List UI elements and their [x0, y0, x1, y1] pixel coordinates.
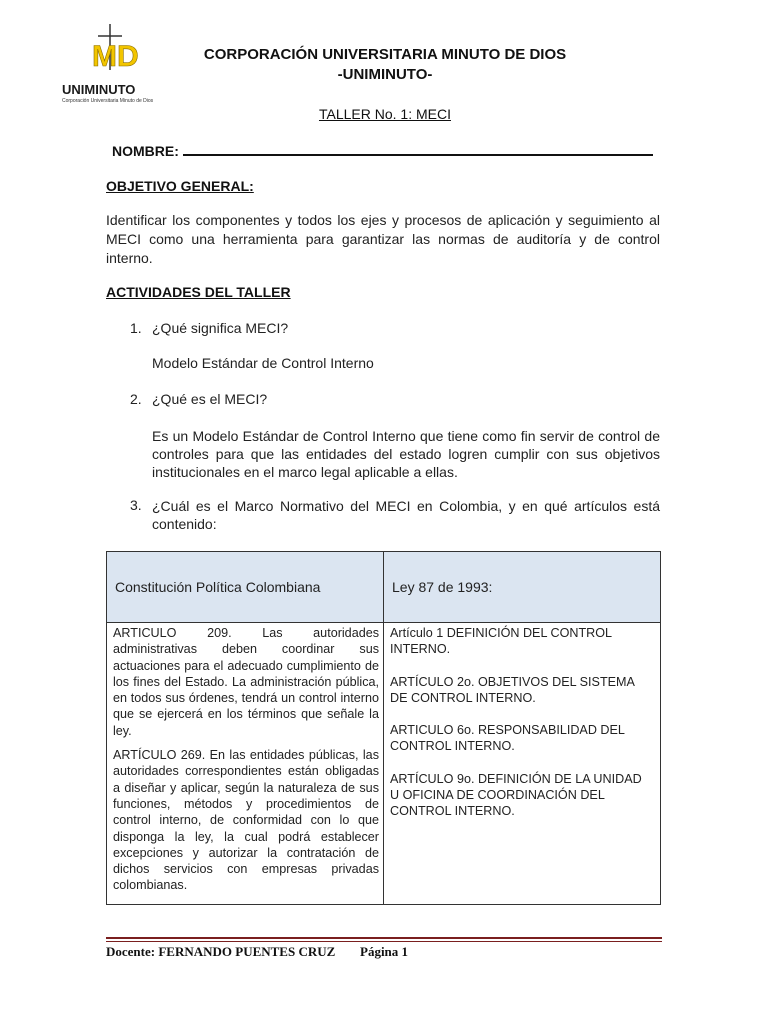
question-1: ¿Qué significa MECI?	[152, 320, 289, 336]
law-article-2: ARTÍCULO 2o. OBJETIVOS DEL SISTEMA DE CONTROL INTERNO.	[390, 674, 635, 705]
answer-1: Modelo Estándar de Control Interno	[152, 355, 374, 371]
header-constitution: Constitución Política Colombiana	[107, 552, 384, 623]
footer-page-number: Página 1	[360, 944, 409, 959]
uniminuto-logo	[58, 22, 160, 106]
name-label: NOMBRE:	[112, 143, 179, 159]
law-article-6: ARTICULO 6o. RESPONSABILIDAD DEL CONTROL INTERNO.	[390, 723, 625, 754]
legal-framework-table	[106, 551, 661, 905]
name-blank-line[interactable]	[183, 142, 653, 156]
table-header-row	[107, 552, 661, 623]
header-law-87: Ley 87 de 1993:	[384, 552, 661, 623]
law-articles-cell	[384, 623, 661, 905]
name-field	[112, 142, 653, 159]
institution-subtitle: -UNIMINUTO-	[337, 66, 433, 83]
svg-text:MD: MD	[92, 40, 139, 73]
answer-2: Es un Modelo Estándar de Control Interno que tiene como fin servir de control de controles para que las entidades del estado logren cumplir con sus objetivos institucionales en el marco legal aplicable a ellas.	[152, 428, 660, 480]
logo-text: UNIMINUTO	[62, 82, 136, 97]
footer-rule-thick	[106, 937, 662, 939]
item-number: 3.	[130, 497, 142, 513]
workshop-title: TALLER No. 1: MECI	[318, 106, 451, 122]
question-2: ¿Qué es el MECI?	[152, 391, 268, 407]
law-article-1: Artículo 1 DEFINICIÓN DEL CONTROL INTERNO.	[390, 626, 612, 657]
footer-rule-thin	[106, 941, 662, 942]
article-269: ARTÍCULO 269. En las entidades públicas, las autoridades correspondientes están obligadas a diseñar y aplicar, según la naturaleza de sus funciones, métodos y procedimientos de control interno, de conformidad con lo que disponga la ley, la cual podrá establecer excepciones y autorizar la contratación de dichos servicios con empresas privadas colombianas.	[113, 748, 379, 893]
objective-heading: OBJETIVO GENERAL:	[106, 178, 254, 194]
objective-text: Identificar los componentes y todos los ejes y procesos de aplicación y seguimiento al MECI como una herramienta para garantizar las normas de auditoría y de control interno.	[106, 212, 660, 266]
constitution-articles-cell	[107, 623, 384, 905]
question-3: ¿Cuál es el Marco Normativo del MECI en Colombia, y en qué artículos está contenido:	[152, 498, 660, 532]
item-number: 1.	[130, 320, 142, 336]
logo-subtext: Corporación Universitaria Minuto de Dios	[62, 98, 154, 104]
law-article-9: ARTÍCULO 9o. DEFINICIÓN DE LA UNIDAD U OFICINA DE COORDINACIÓN DEL CONTROL INTERNO.	[390, 771, 642, 819]
article-209: ARTICULO 209. Las autoridades administrativas deben coordinar sus actuaciones para el adecuado cumplimiento de los fines del Estado. La administración pública, en todos sus órdenes, tendrá un control interno que se ejercerá en los términos que señale la ley.	[113, 626, 379, 738]
institution-title: CORPORACIÓN UNIVERSITARIA MINUTO DE DIOS	[203, 46, 567, 63]
item-number: 2.	[130, 391, 142, 407]
footer-teacher: Docente: FERNANDO PUENTES CRUZ	[106, 944, 336, 959]
table-row	[107, 623, 661, 905]
activities-heading: ACTIVIDADES DEL TALLER	[106, 284, 291, 300]
